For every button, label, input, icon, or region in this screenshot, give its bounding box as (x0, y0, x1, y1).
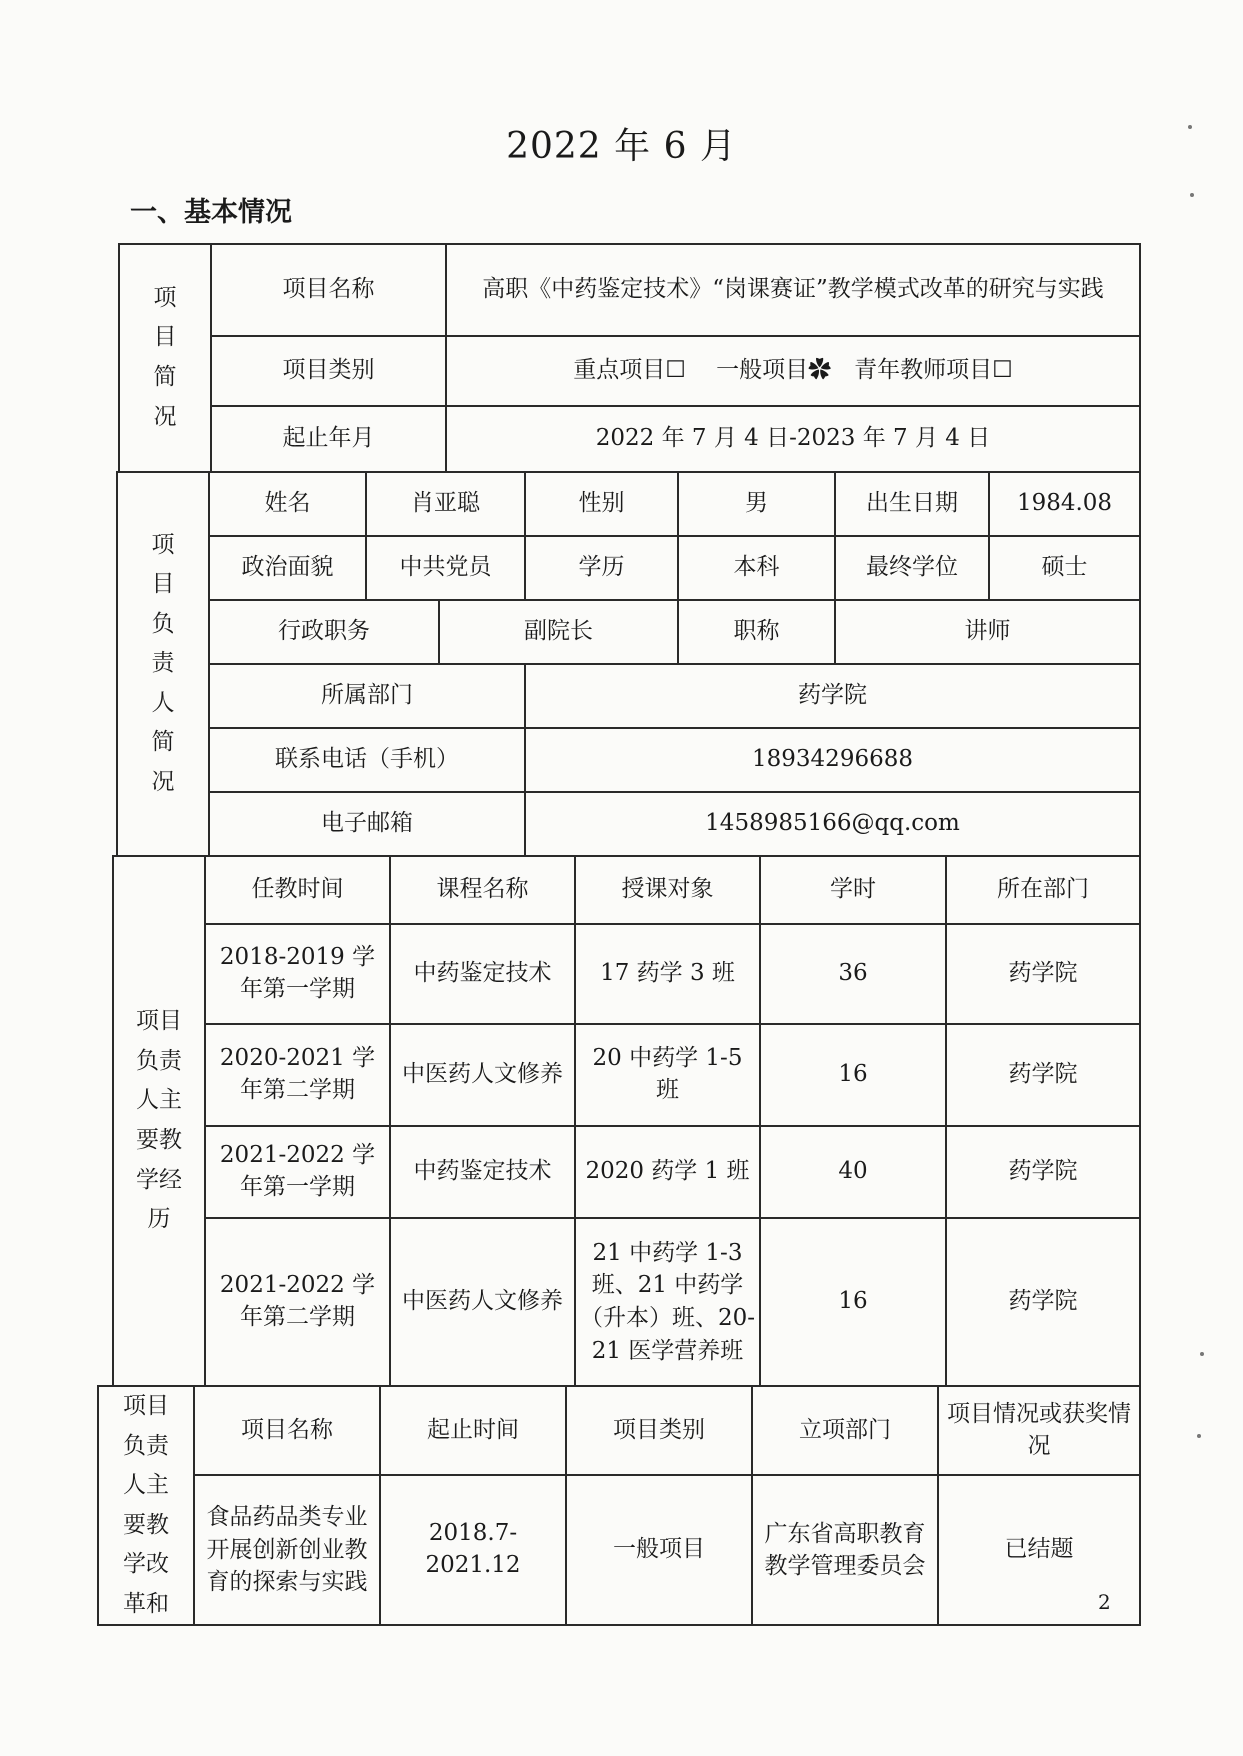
column-header: 任教时间 (205, 856, 390, 924)
column-header: 课程名称 (390, 856, 575, 924)
scan-speck (1188, 125, 1192, 129)
title-value: 讲师 (835, 600, 1140, 664)
leader-profile-table (116, 471, 1141, 857)
birthdate-value: 1984.08 (989, 472, 1140, 536)
page-number: 2 (1098, 1590, 1111, 1614)
project-name-value: 高职《中药鉴定技术》“岗课赛证”教学模式改革的研究与实践 (446, 244, 1140, 336)
gender-label: 性别 (525, 472, 678, 536)
course-department: 药学院 (946, 1024, 1140, 1126)
admin-position-label: 行政职务 (209, 600, 439, 664)
degree-label: 最终学位 (835, 536, 989, 600)
project-type-value: 重点项目☐ 一般项目✿ 青年教师项目☐ (446, 336, 1140, 406)
phone-value: 18934296688 (525, 728, 1140, 792)
department-value: 药学院 (525, 664, 1140, 728)
table-row (113, 1218, 1140, 1386)
course-department: 药学院 (946, 924, 1140, 1024)
course-audience: 2020 药学 1 班 (575, 1126, 760, 1218)
education-label: 学历 (525, 536, 678, 600)
section-heading: 一、基本情况 (130, 197, 292, 228)
column-header: 学时 (760, 856, 946, 924)
course-department: 药学院 (946, 1126, 1140, 1218)
project-overview-table (118, 243, 1141, 473)
project-overview-side-label: 项 目 简 况 (119, 244, 211, 472)
table-row (113, 1126, 1140, 1218)
name-label: 姓名 (209, 472, 366, 536)
birthdate-label: 出生日期 (835, 472, 989, 536)
reform-project-department: 广东省高职教育教学管理委员会 (752, 1475, 938, 1625)
course-department: 药学院 (946, 1218, 1140, 1386)
scan-speck (1190, 193, 1194, 197)
teaching-term: 2021-2022 学年第二学期 (205, 1218, 390, 1386)
course-name: 中药鉴定技术 (390, 924, 575, 1024)
course-name: 中药鉴定技术 (390, 1126, 575, 1218)
title-label: 职称 (678, 600, 835, 664)
degree-value: 硕士 (989, 536, 1140, 600)
table-row (113, 924, 1140, 1024)
scan-speck (1197, 1434, 1201, 1438)
gender-value: 男 (678, 472, 835, 536)
column-header: 项目名称 (194, 1386, 380, 1475)
course-audience: 17 药学 3 班 (575, 924, 760, 1024)
email-value: 1458985166@qq.com (525, 792, 1140, 856)
reform-project-period: 2018.7-2021.12 (380, 1475, 566, 1625)
reform-project-status: 已结题 (938, 1475, 1140, 1625)
column-header: 所在部门 (946, 856, 1140, 924)
leader-profile-side-label: 项 目 负 责 人 简 况 (117, 472, 209, 856)
scan-speck (1200, 1352, 1204, 1356)
reform-projects-table (97, 1385, 1141, 1626)
table-row (113, 1024, 1140, 1126)
course-hours: 16 (760, 1218, 946, 1386)
reform-project-type: 一般项目 (566, 1475, 752, 1625)
column-header: 授课对象 (575, 856, 760, 924)
project-type-label: 项目类别 (211, 336, 446, 406)
date-title: 2022 年 6 月 (506, 126, 737, 167)
education-value: 本科 (678, 536, 835, 600)
teaching-term: 2021-2022 学年第一学期 (205, 1126, 390, 1218)
column-header: 项目情况或获奖情况 (938, 1386, 1140, 1475)
admin-position-value: 副院长 (439, 600, 678, 664)
reform-project-name: 食品药品类专业开展创新创业教育的探索与实践 (194, 1475, 380, 1625)
project-name-label: 项目名称 (211, 244, 446, 336)
course-name: 中医药人文修养 (390, 1024, 575, 1126)
table-row (98, 1475, 1140, 1625)
name-value: 肖亚聪 (366, 472, 525, 536)
teaching-term: 2020-2021 学年第二学期 (205, 1024, 390, 1126)
course-hours: 36 (760, 924, 946, 1024)
project-period-label: 起止年月 (211, 406, 446, 472)
political-status-label: 政治面貌 (209, 536, 366, 600)
column-header: 立项部门 (752, 1386, 938, 1475)
course-hours: 16 (760, 1024, 946, 1126)
reform-projects-side-label: 项目 负责 人主 要教 学改 革和 (98, 1386, 194, 1625)
course-audience: 21 中药学 1-3 班、21 中药学（升本）班、20-21 医学营养班 (575, 1218, 760, 1386)
email-label: 电子邮箱 (209, 792, 525, 856)
teaching-experience-table (112, 855, 1141, 1387)
teaching-term: 2018-2019 学年第一学期 (205, 924, 390, 1024)
course-name: 中医药人文修养 (390, 1218, 575, 1386)
project-period-value: 2022 年 7 月 4 日-2023 年 7 月 4 日 (446, 406, 1140, 472)
course-audience: 20 中药学 1-5 班 (575, 1024, 760, 1126)
department-label: 所属部门 (209, 664, 525, 728)
teaching-experience-side-label: 项目 负责 人主 要教 学经 历 (113, 856, 205, 1386)
column-header: 项目类别 (566, 1386, 752, 1475)
course-hours: 40 (760, 1126, 946, 1218)
column-header: 起止时间 (380, 1386, 566, 1475)
political-status-value: 中共党员 (366, 536, 525, 600)
phone-label: 联系电话（手机） (209, 728, 525, 792)
